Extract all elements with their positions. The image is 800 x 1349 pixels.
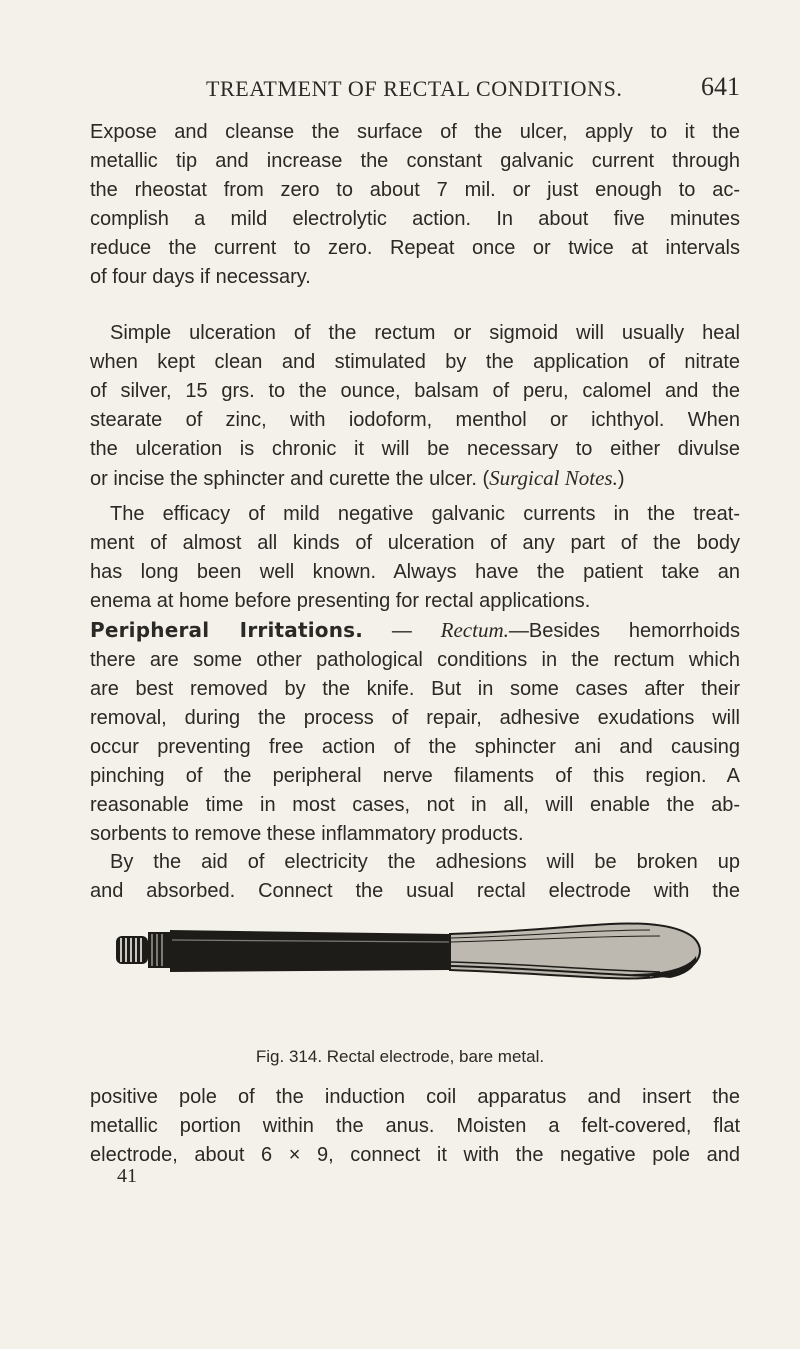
text-line: of four days if necessary.	[90, 266, 311, 288]
text-run: )	[617, 468, 625, 490]
text-line: of silver, 15 grs. to the ounce, balsam of peru, calomel and the	[90, 380, 740, 402]
text-line: has long been well known. Always have the patient take an	[90, 561, 740, 583]
text-line: ment of almost all kinds of ulceration of any part of the body	[90, 532, 740, 554]
text-line: the rheostat from zero to about 7 mil. or just enough to ac-	[90, 179, 740, 201]
text-line: By the aid of electricity the adhesions will be broken up	[110, 851, 740, 873]
rectal-electrode-illustration	[90, 912, 740, 992]
electrode-metal-tip	[450, 924, 700, 979]
text-line: Expose and cleanse the surface of the ulcer, apply to it the	[90, 121, 740, 143]
electrode-connector	[116, 932, 170, 968]
text-line: occur preventing free action of the sphincter ani and causing	[90, 736, 740, 758]
paragraph-5	[90, 848, 740, 906]
text-line: complish a mild electrolytic action. In about five minutes	[90, 208, 740, 230]
text-line: are best removed by the knife. But in some cases after their	[90, 678, 740, 700]
text-line: the ulceration is chronic it will be necessary to either divulse	[90, 438, 740, 460]
text-line: sorbents to remove these inflammatory products.	[90, 823, 524, 845]
text-line: positive pole of the induction coil apparatus and insert the	[90, 1086, 740, 1108]
figure-caption: Fig. 314. Rectal electrode, bare metal.	[255, 1047, 545, 1066]
text-line: reasonable time in most cases, not in all, will enable the ab-	[90, 794, 740, 816]
electrode-handle	[170, 930, 450, 972]
text-line: there are some other pathological conditions in the rectum which	[90, 649, 740, 671]
text-run: or incise the sphincter and curette the ulcer. (	[90, 468, 490, 490]
text-line: and absorbed. Connect the usual rectal electrode with the	[90, 880, 740, 902]
running-head: TREATMENT OF RECTAL CONDITIONS.	[206, 76, 623, 101]
text-line: Simple ulceration of the rectum or sigmoid will usually heal	[110, 322, 740, 344]
text-line: reduce the current to zero. Repeat once or twice at intervals	[90, 237, 740, 259]
text-line: stearate of zinc, with iodoform, menthol or ichthyol. When	[90, 409, 740, 431]
signature-mark: 41	[117, 1165, 137, 1187]
text-line: metallic portion within the anus. Moisten a felt-covered, flat	[90, 1115, 740, 1137]
citation: Surgical Notes.	[489, 466, 618, 490]
text-line: pinching of the peripheral nerve filaments of this region. A	[90, 765, 740, 787]
text-line: removal, during the process of repair, adhesive exudations will	[90, 707, 740, 729]
section-heading: Peripheral Irritations.	[90, 618, 364, 642]
text-run: —	[363, 620, 441, 642]
text-line: when kept clean and stimulated by the application of nitrate	[90, 351, 740, 373]
figure-rectal-electrode	[90, 912, 740, 992]
paragraph-3	[90, 500, 740, 616]
paragraph-2	[90, 319, 740, 494]
text-line	[90, 616, 740, 646]
text-line: metallic tip and increase the constant galvanic current through	[90, 150, 740, 172]
text-line	[90, 464, 740, 494]
page-header	[90, 72, 740, 112]
paragraph-6	[90, 1083, 740, 1170]
subsection-title: Rectum.	[440, 618, 509, 642]
paragraph-1	[90, 118, 740, 292]
page-number: 641	[701, 72, 740, 101]
text-line: electrode, about 6 × 9, connect it with the negative pole and	[90, 1144, 740, 1166]
text-run: —Besides hemorrhoids	[508, 620, 740, 642]
text-line: enema at home before presenting for rectal applications.	[90, 590, 591, 612]
text-line: The efficacy of mild negative galvanic currents in the treat-	[110, 503, 740, 525]
paragraph-4	[90, 616, 740, 849]
